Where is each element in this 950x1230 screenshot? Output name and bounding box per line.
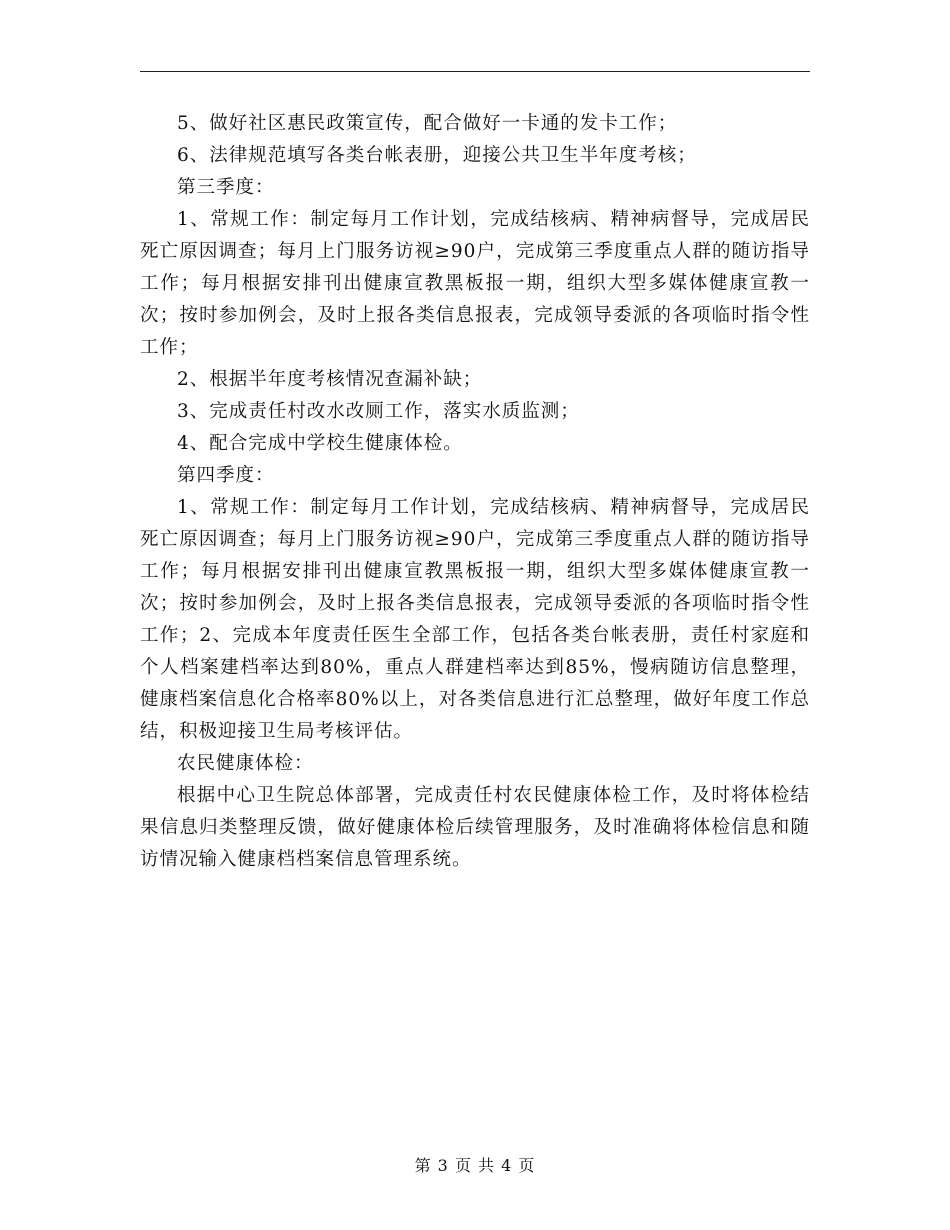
page-footer: 第 3 页 共 4 页 <box>414 1156 536 1175</box>
header-rule <box>140 71 810 72</box>
section-heading: 第三季度： <box>177 177 275 198</box>
paragraph: 6、法律规范填写各类台帐表册，迎接公共卫生半年度考核； <box>177 145 697 166</box>
paragraph: 1、常规工作：制定每月工作计划，完成结核病、精神病督导，完成居民死亡原因调查；每月上门服务访视≥90户，完成第三季度重点人群的随访指导工作；每月根据安排刊出健康宣教黑板报一期，组织大型多媒体健康宣教一次；按时参加例会，及时上报各类信息报表，完成领导委派的各项临时指令性工作；2、完成本年度责任医生全部工作，包括各类台帐表册，责任村家庭和个人档案建档率达到80%，重点人群建档率达到85%，慢病随访信息整理，健康档案信息化合格率80%以上，对各类信息进行汇总整理，做好年度工作总结，积极迎接卫生局考核评估。 <box>140 497 810 742</box>
paragraph: 5、做好社区惠民政策宣传，配合做好一卡通的发卡工作； <box>177 113 678 134</box>
section-heading: 第四季度： <box>177 465 275 486</box>
section-heading: 农民健康体检： <box>177 753 314 774</box>
paragraph: 4、配合完成中学校生健康体检。 <box>177 433 463 454</box>
paragraph: 2、根据半年度考核情况查漏补缺； <box>177 369 483 390</box>
document-body <box>140 108 810 876</box>
paragraph: 3、完成责任村改水改厕工作，落实水质监测； <box>177 401 580 422</box>
paragraph: 1、常规工作：制定每月工作计划，完成结核病、精神病督导，完成居民死亡原因调查；每月上门服务访视≥90户，完成第三季度重点人群的随访指导工作；每月根据安排刊出健康宣教黑板报一期，组织大型多媒体健康宣教一次；按时参加例会，及时上报各类信息报表，完成领导委派的各项临时指令性工作； <box>140 209 810 358</box>
paragraph: 根据中心卫生院总体部署，完成责任村农民健康体检工作，及时将体检结果信息归类整理反馈，做好健康体检后续管理服务，及时准确将体检信息和随访情况输入健康档档案信息管理系统。 <box>140 785 810 870</box>
